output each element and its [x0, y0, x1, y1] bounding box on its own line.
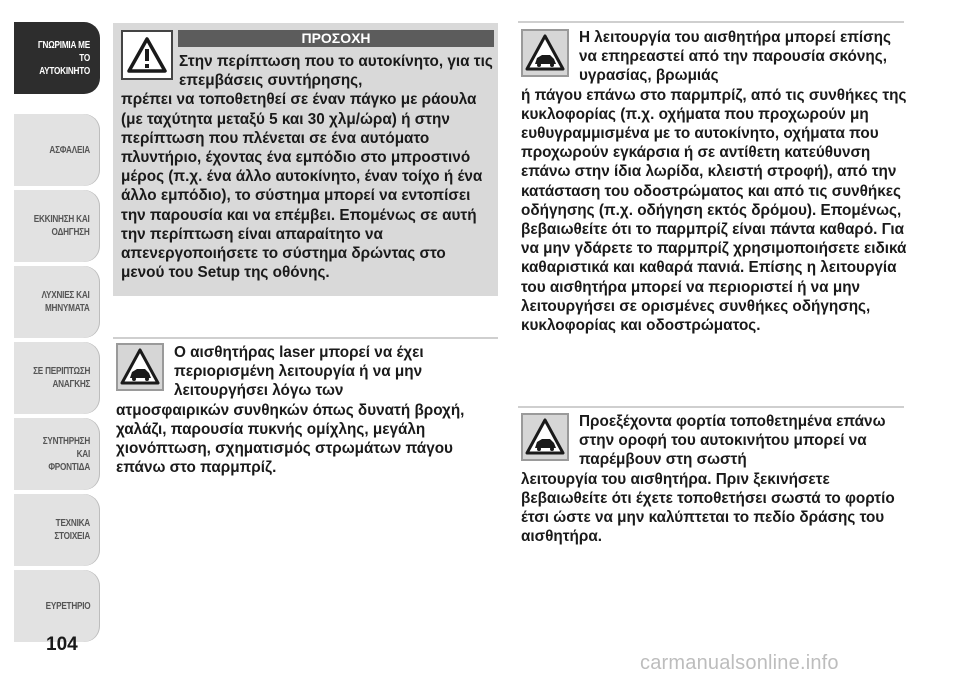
page-number: 104 [46, 634, 78, 655]
tab-label: ΑΣΦΑΛΕΙΑ [49, 143, 90, 156]
warning-header: ΠΡΟΣΟΧΗ [178, 30, 494, 47]
note2-text [521, 28, 907, 335]
tab-label: ΣΕ ΠΕΡΙΠΤΩΣΗ ΑΝΑΓΚΗΣ [32, 365, 90, 390]
note3-text-rest: λειτουργία του αισθητήρα. Πριν ξεκινήσετε βεβαιωθείτε ότι έχετε τοποθετήσει σωστά το φορτίο έτσι ώστε να μην καλύπτεται το πεδίο δράσης του αισθητήρα. [521, 470, 895, 546]
tab-maintenance[interactable] [14, 418, 100, 490]
tab-warning-lights[interactable] [14, 266, 100, 338]
tab-index[interactable] [14, 570, 100, 642]
tab-label: ΛΥΧΝΙΕΣ ΚΑΙ ΜΗΝΥΜΑΤΑ [41, 289, 90, 314]
note1-text-lead: Ο αισθητήρας laser μπορεί να έχει περιορισμένη λειτουργία ή να μην λειτουργήσει λόγω των [174, 344, 424, 400]
tab-label: ΕΚΚΙΝΗΣΗ ΚΑΙ ΟΔΗΓΗΣΗ [34, 213, 90, 238]
tab-safety[interactable] [14, 114, 100, 186]
warning-box [113, 23, 498, 296]
note1-text [116, 343, 496, 477]
tab-label: ΓΝΩΡΙΜΙΑ ΜΕ ΤΟ ΑΥΤΟΚΙΝΗΤΟ [37, 38, 90, 77]
watermark: carmanualsonline.info [640, 652, 839, 674]
note3-text [521, 412, 907, 546]
divider [518, 21, 904, 23]
tab-knowing-your-car[interactable] [14, 22, 100, 94]
tab-starting-driving[interactable] [14, 190, 100, 262]
tab-label: ΣΥΝΤΗΡΗΣΗ ΚΑΙ ΦΡΟΝΤΙΔΑ [42, 434, 90, 473]
note1-text-rest: ατμοσφαιρικών συνθηκών όπως δυνατή βροχή, χαλάζι, παρουσία πυκνής ομίχλης, μεγάλη χιονόπτωση, σχηματισμός στρωμάτων πάγου επάνω στο παρμπρίζ. [116, 401, 465, 477]
tab-technical-data[interactable] [14, 494, 100, 566]
tab-emergency[interactable] [14, 342, 100, 414]
tab-label: ΕΥΡΕΤΗΡΙΟ [45, 599, 90, 612]
tab-label: ΤΕΧΝΙΚΑ ΣΤΟΙΧΕΙΑ [54, 517, 90, 542]
warning-text [121, 52, 493, 282]
note2-text-lead: Η λειτουργία του αισθητήρα μπορεί επίσης να επηρεαστεί από την παρουσία σκόνης, υγρασίας, βρωμιάς [579, 29, 891, 85]
note2-text-rest: ή πάγου επάνω στο παρμπρίζ, από τις συνθήκες της κυκλοφορίας (π.χ. οχήματα που προχωρούν μη ευθυγραμμισμένα με το αυτοκίνητο, οχήματα που προχωρούν εγκάρσια ή σε αντίθετη κατεύθυνση επάνω στην ίδια λωρίδα, κλειστή στροφή), από την κατάσταση του οδοστρώματος και από τις συνθήκες οδήγησης (π.χ. οδήγηση εκτός δρόμου). Επομένως, βεβαιωθείτε ότι το παρμπρίζ είναι πάντα καθαρό. Για να μην γδάρετε το παρμπρίζ χρησιμοποιήσετε ειδικά καθαριστικά και καθαρά πανιά. Επίσης η λειτουργία του αισθητήρα μπορεί να περιοριστεί ή να μην λειτουργήσει σε ορισμένες συνθήκες οδήγησης, κυκλοφορίας και οδοστρώματος. [521, 86, 907, 335]
warning-text-rest: πρέπει να τοποθετηθεί σε έναν πάγκο με ράουλα (με ταχύτητα μεταξύ 5 και 30 χλμ/ώρα) ή στην περίπτωση που πλένεται σε ένα αυτόματο πλυντήριο, έχοντας ένα εμπόδιο στο μπροστινό μέρος (π.χ. ένα άλλο αυτοκίνητο, έναν τοίχο ή ένα άλλο εμπόδιο), το σύστημα μπορεί να εντοπίσει την παρουσία και να επέμβει. Επομένως σε αυτή την περίπτωση είναι απαραίτητο να απενεργοποιήσετε το σύστημα δρώντας στο μενού του Setup της οθόνης. [121, 91, 483, 282]
divider [113, 337, 498, 339]
warning-text-lead: Στην περίπτωση που το αυτοκίνητο, για τις επεμβάσεις συντήρησης, [179, 53, 493, 90]
divider [518, 406, 904, 408]
note3-text-lead: Προεξέχοντα φορτία τοποθετημένα επάνω στην οροφή του αυτοκινήτου μπορεί να παρέμβουν στη σωστή [579, 413, 886, 469]
